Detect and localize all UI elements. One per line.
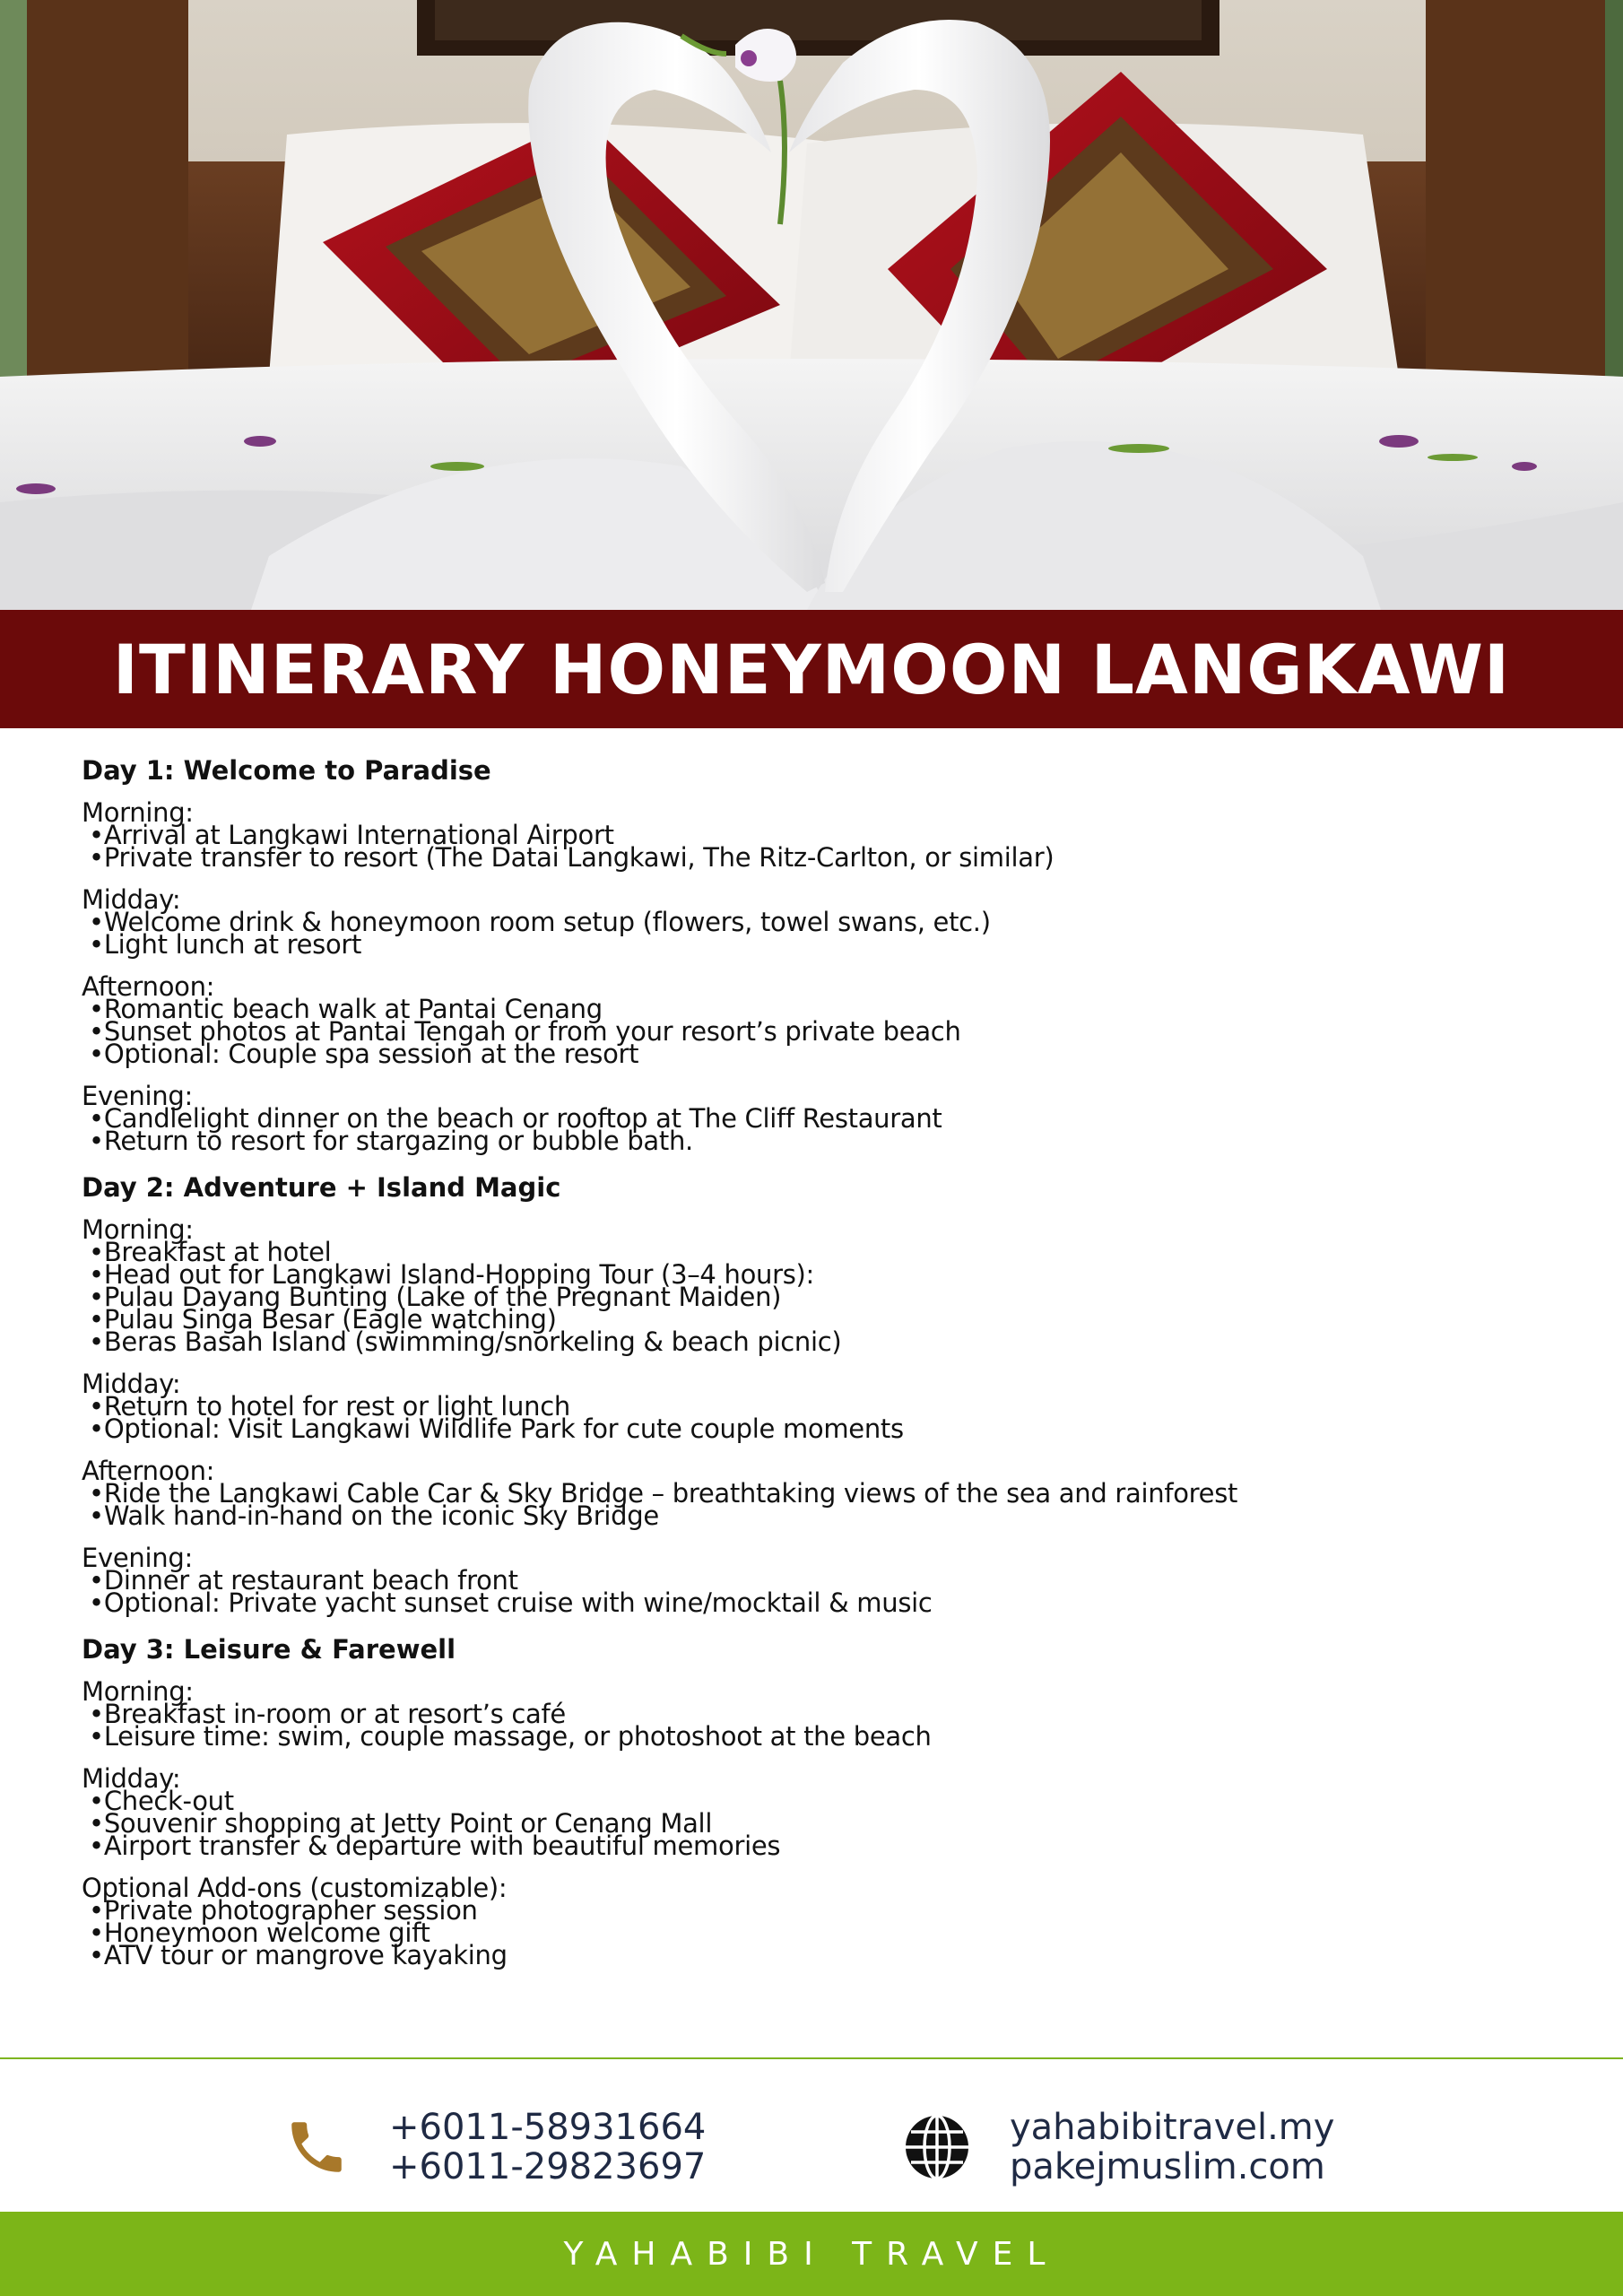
- activity-item: • Airport transfer & departure with beautiful memories: [82, 1835, 1552, 1857]
- activity-item: • Pulau Singa Besar (Eagle watching): [82, 1309, 1552, 1331]
- towel-swans-image: [0, 0, 1623, 610]
- title-band: [0, 610, 1623, 728]
- hero-photo: [0, 0, 1623, 610]
- activity-item: • ATV tour or mangrove kayaking: [82, 1944, 1552, 1967]
- activity-item: • Arrival at Langkawi International Airport: [82, 824, 1552, 847]
- day-title: Day 2: Adventure + Island Magic: [82, 1172, 561, 1203]
- activity-item: • Return to resort for stargazing or bubble bath.: [82, 1130, 1552, 1152]
- activity-list: [82, 1786, 1552, 1861]
- itinerary-content: [82, 755, 1552, 1987]
- activity-list: [82, 907, 1552, 960]
- time-section: [82, 1456, 1552, 1531]
- activity-item: • Private transfer to resort (The Datai Langkawi, The Ritz-Carlton, or similar): [82, 847, 1552, 869]
- section-label: Optional Add-ons (customizable):: [82, 1873, 508, 1903]
- brand-name: YAHABIBI TRAVEL: [563, 2235, 1060, 2273]
- activity-list: [82, 1391, 1552, 1444]
- phone-icon: [283, 2114, 350, 2180]
- section-label: Midday:: [82, 884, 181, 915]
- activity-list: [82, 994, 1552, 1069]
- website-link-2[interactable]: pakejmuslim.com: [1010, 2146, 1325, 2187]
- activity-item: • Walk hand-in-hand on the iconic Sky Bridge: [82, 1505, 1552, 1527]
- phone-contact: [283, 2108, 706, 2187]
- time-section: [82, 1763, 1552, 1861]
- activity-list: [82, 1478, 1552, 1531]
- brand-bar: [0, 2212, 1623, 2296]
- page-title: ITINERARY HONEYMOON LANGKAWI: [112, 629, 1511, 709]
- day-title: Day 3: Leisure & Farewell: [82, 1634, 456, 1665]
- activity-list: [82, 1237, 1552, 1357]
- section-label: Morning:: [82, 797, 194, 828]
- activity-item: • Beras Basah Island (swimming/snorkeling & beach picnic): [82, 1331, 1552, 1353]
- time-section: [82, 797, 1552, 873]
- section-label: Evening:: [82, 1543, 193, 1573]
- activity-item: • Honeymoon welcome gift: [82, 1922, 1552, 1944]
- activity-item: • Light lunch at resort: [82, 934, 1552, 956]
- activity-item: • Sunset photos at Pantai Tengah or from your resort’s private beach: [82, 1021, 1552, 1043]
- activity-item: • Private photographer session: [82, 1900, 1552, 1922]
- time-section: [82, 1873, 1552, 1970]
- section-label: Midday:: [82, 1763, 181, 1794]
- time-section: [82, 1214, 1552, 1357]
- website-link-1[interactable]: yahabibitravel.my: [1010, 2107, 1335, 2148]
- activity-item: • Romantic beach walk at Pantai Cenang: [82, 998, 1552, 1021]
- activity-item: • Ride the Langkawi Cable Car & Sky Bridge – breathtaking views of the sea and rainforest: [82, 1483, 1552, 1505]
- phone-number-1[interactable]: +6011-58931664: [389, 2107, 707, 2148]
- day-block: [82, 755, 1552, 1156]
- section-label: Afternoon:: [82, 1456, 215, 1486]
- activity-item: • Pulau Dayang Bunting (Lake of the Pregnant Maiden): [82, 1286, 1552, 1309]
- globe-icon: [904, 2114, 970, 2180]
- day-title: Day 1: Welcome to Paradise: [82, 755, 491, 786]
- activity-item: • Breakfast at hotel: [82, 1241, 1552, 1264]
- activity-item: • Breakfast in-room or at resort’s café: [82, 1703, 1552, 1726]
- time-section: [82, 971, 1552, 1069]
- day-block: [82, 1634, 1552, 1970]
- activity-list: [82, 1565, 1552, 1618]
- activity-list: [82, 1103, 1552, 1156]
- activity-item: • Welcome drink & honeymoon room setup (flowers, towel swans, etc.): [82, 911, 1552, 934]
- time-section: [82, 1081, 1552, 1156]
- activity-item: • Head out for Langkawi Island-Hopping Tour (3–4 hours):: [82, 1264, 1552, 1286]
- section-label: Evening:: [82, 1081, 193, 1111]
- activity-item: • Candlelight dinner on the beach or rooftop at The Cliff Restaurant: [82, 1108, 1552, 1130]
- section-label: Morning:: [82, 1214, 194, 1245]
- activity-item: • Optional: Visit Langkawi Wildlife Park for cute couple moments: [82, 1418, 1552, 1440]
- time-section: [82, 1369, 1552, 1444]
- activity-list: [82, 1699, 1552, 1752]
- web-contact: [904, 2108, 1334, 2187]
- activity-item: • Check-out: [82, 1790, 1552, 1813]
- activity-item: • Optional: Couple spa session at the resort: [82, 1043, 1552, 1065]
- activity-item: • Optional: Private yacht sunset cruise with wine/mocktail & music: [82, 1592, 1552, 1614]
- time-section: [82, 1676, 1552, 1752]
- activity-item: • Return to hotel for rest or light lunch: [82, 1396, 1552, 1418]
- section-label: Midday:: [82, 1369, 181, 1399]
- activity-list: [82, 1895, 1552, 1970]
- time-section: [82, 1543, 1552, 1618]
- phone-number-2[interactable]: +6011-29823697: [389, 2146, 707, 2187]
- section-label: Afternoon:: [82, 971, 215, 1002]
- time-section: [82, 884, 1552, 960]
- activity-item: • Leisure time: swim, couple massage, or photoshoot at the beach: [82, 1726, 1552, 1748]
- activity-item: • Dinner at restaurant beach front: [82, 1570, 1552, 1592]
- activity-item: • Souvenir shopping at Jetty Point or Cenang Mall: [82, 1813, 1552, 1835]
- footer-divider: [0, 2057, 1623, 2059]
- section-label: Morning:: [82, 1676, 194, 1707]
- activity-list: [82, 820, 1552, 873]
- day-block: [82, 1172, 1552, 1618]
